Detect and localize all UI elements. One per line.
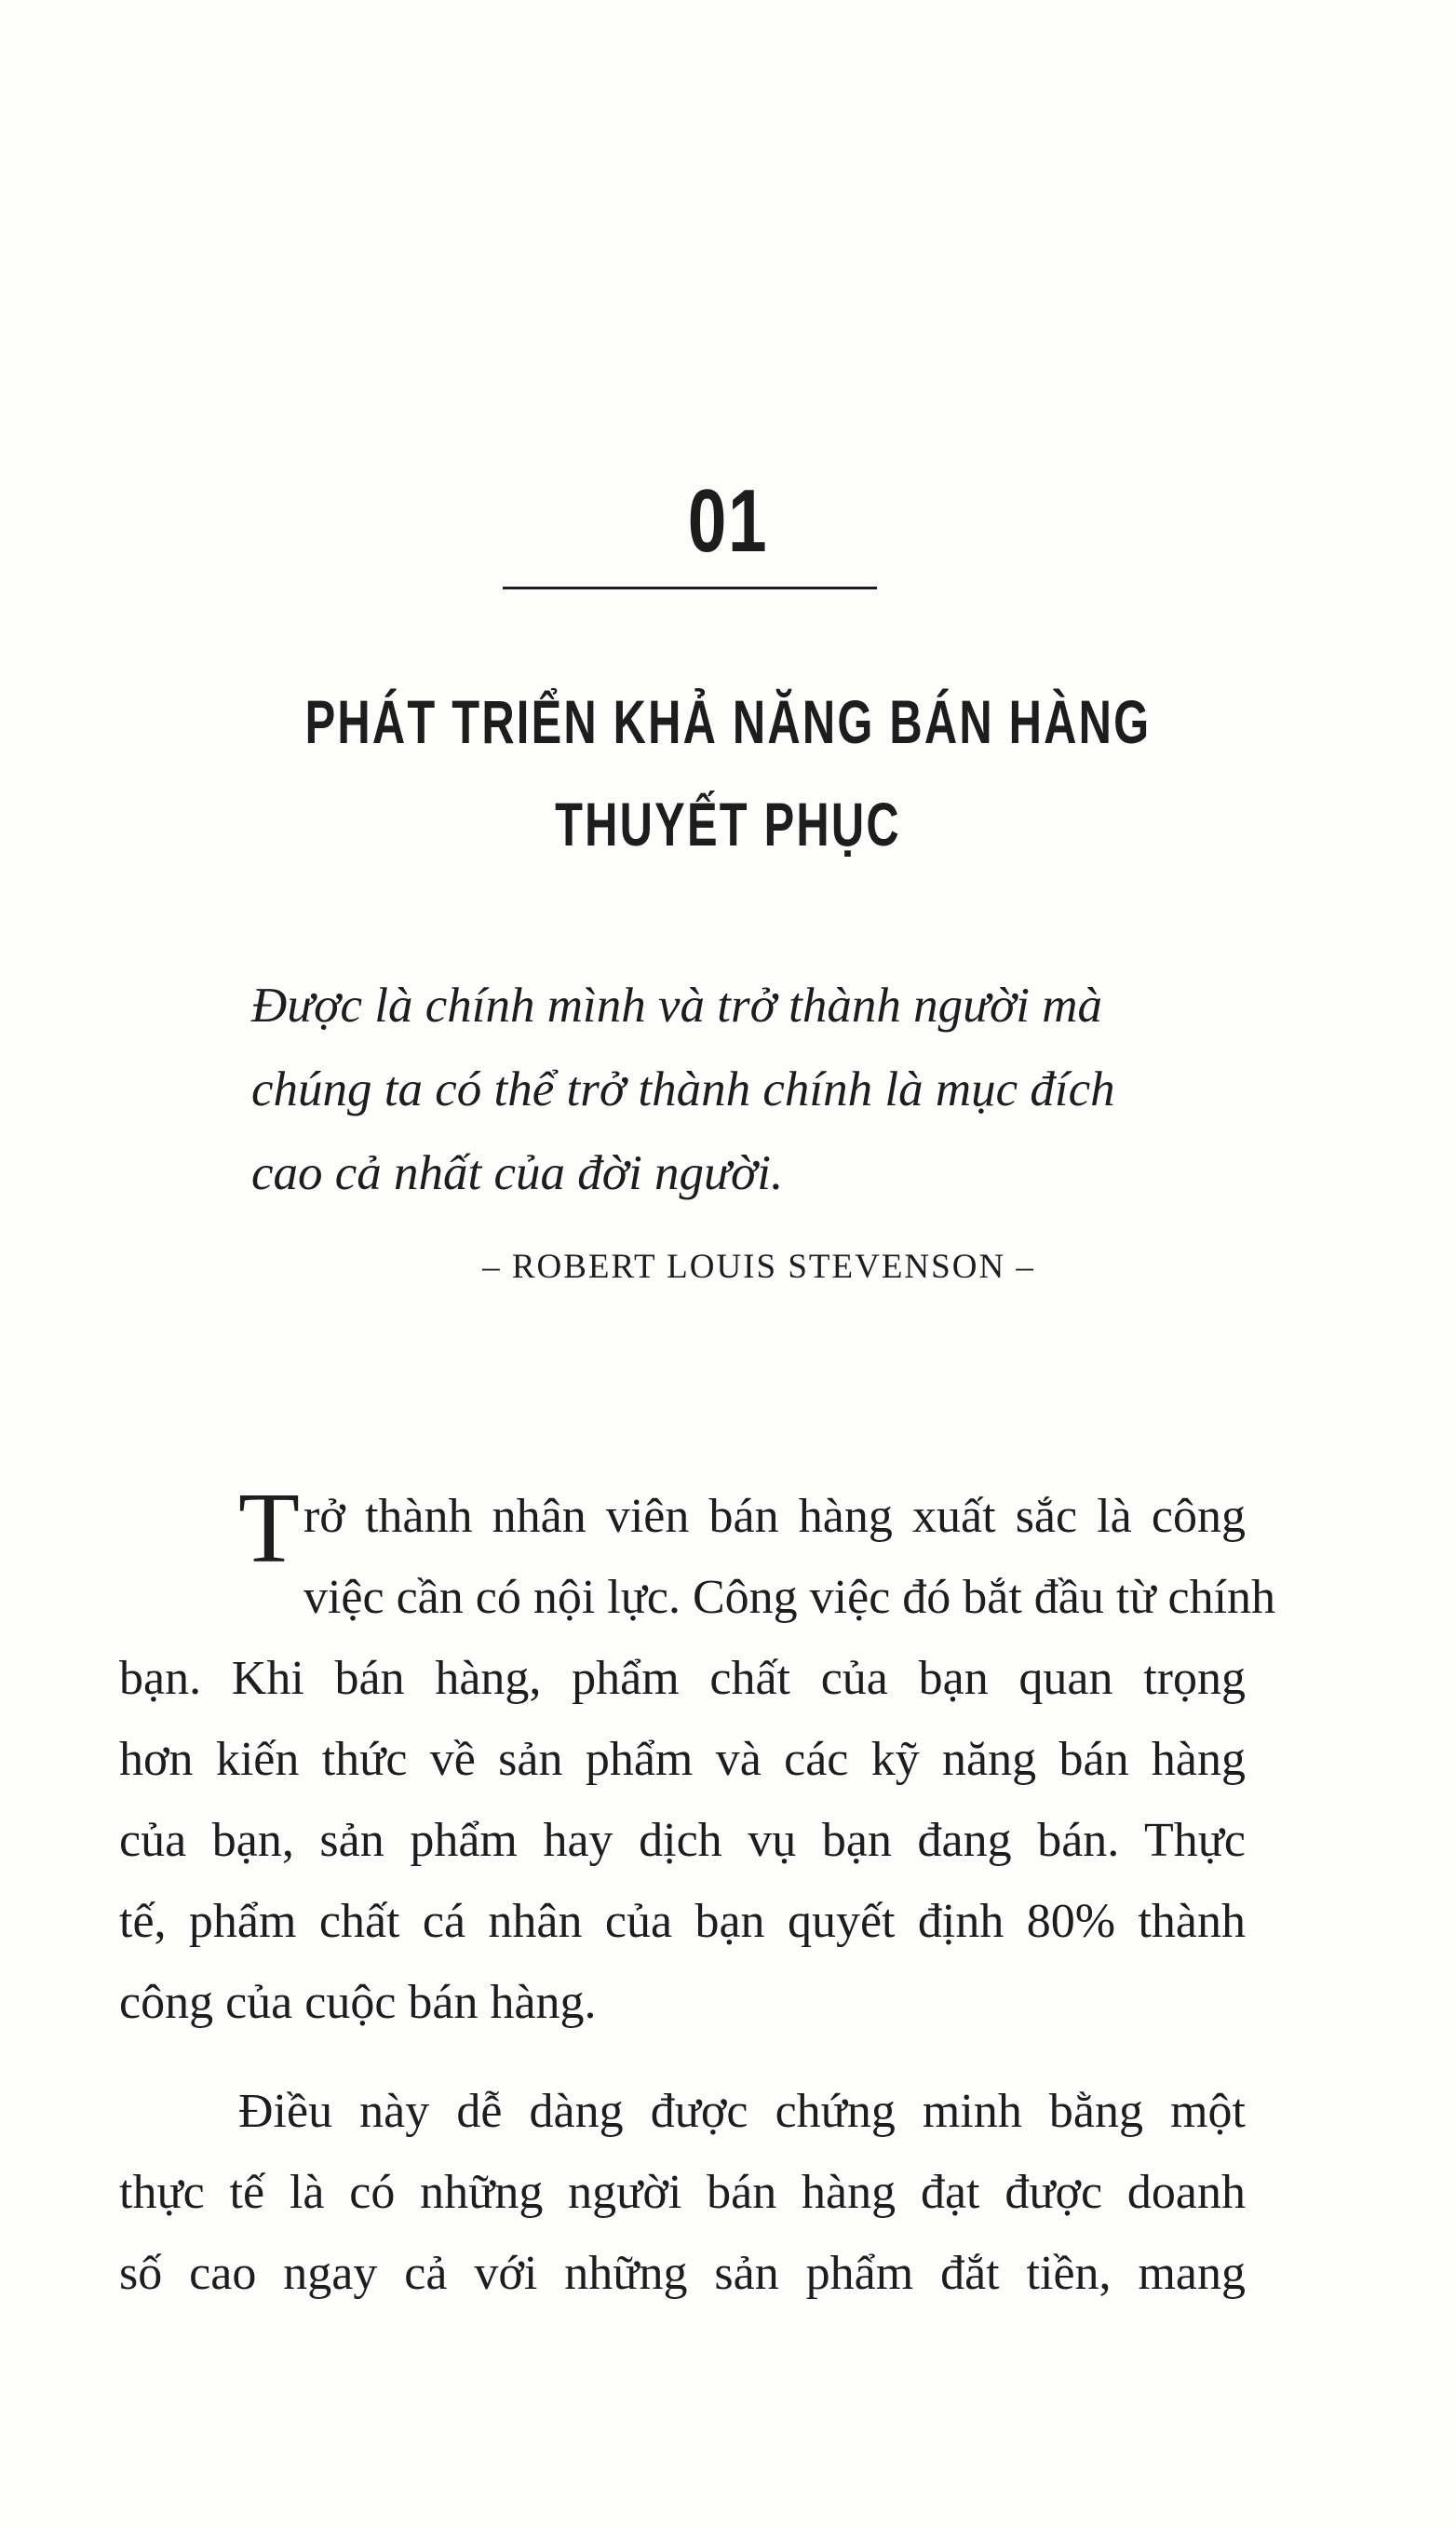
paragraph-line: rở thành nhân viên bán hàng xuất sắc là công <box>303 1490 1246 1543</box>
paragraph-line: bạn. Khi bán hàng, phẩm chất của bạn quan trọng <box>119 1652 1246 1705</box>
paragraph-line: số cao ngay cả với những sản phẩm đắt tiền, mang <box>119 2247 1246 2300</box>
first-line-block <box>119 1473 1246 1584</box>
paragraph-line: hơn kiến thức về sản phẩm và các kỹ năng bán hàng <box>119 1733 1246 1786</box>
chapter-title <box>0 670 1456 875</box>
paragraph-1 <box>119 1473 1276 2043</box>
chapter-title-line-2: THUYẾT PHỤC <box>555 790 901 859</box>
body-text <box>119 1473 1276 2314</box>
epigraph-line: Được là chính mình và trở thành người mà <box>251 979 1103 1033</box>
chapter-title-line-1: PHÁT TRIỂN KHẢ NĂNG BÁN HÀNG <box>304 687 1152 756</box>
chapter-number: 01 <box>687 471 769 571</box>
paragraph-line: công của cuộc bán hàng. <box>119 1976 597 2029</box>
epigraph-line: cao cả nhất của đời người. <box>251 1146 784 1200</box>
paragraph-line: thực tế là có những người bán hàng đạt được doanh <box>119 2166 1246 2219</box>
chapter-divider <box>503 587 877 589</box>
epigraph-quote <box>251 964 1145 1215</box>
paragraph-line: tế, phẩm chất cá nhân của bạn quyết định 80% thành <box>119 1895 1246 1948</box>
epigraph-attribution: – ROBERT LOUIS STEVENSON – <box>482 1248 1035 1286</box>
paragraph-2 <box>119 2071 1246 2314</box>
epigraph-line: chúng ta có thể trở thành chính là mục đích <box>251 1062 1115 1116</box>
paragraph-line: của bạn, sản phẩm hay dịch vụ bạn đang bán. Thực <box>119 1814 1246 1867</box>
paragraph-line: Điều này dễ dàng được chứng minh bằng một <box>238 2085 1246 2138</box>
drop-cap: T <box>238 1473 300 1584</box>
paragraph-line: việc cần có nội lực. Công việc đó bắt đầu từ chính <box>303 1571 1276 1624</box>
